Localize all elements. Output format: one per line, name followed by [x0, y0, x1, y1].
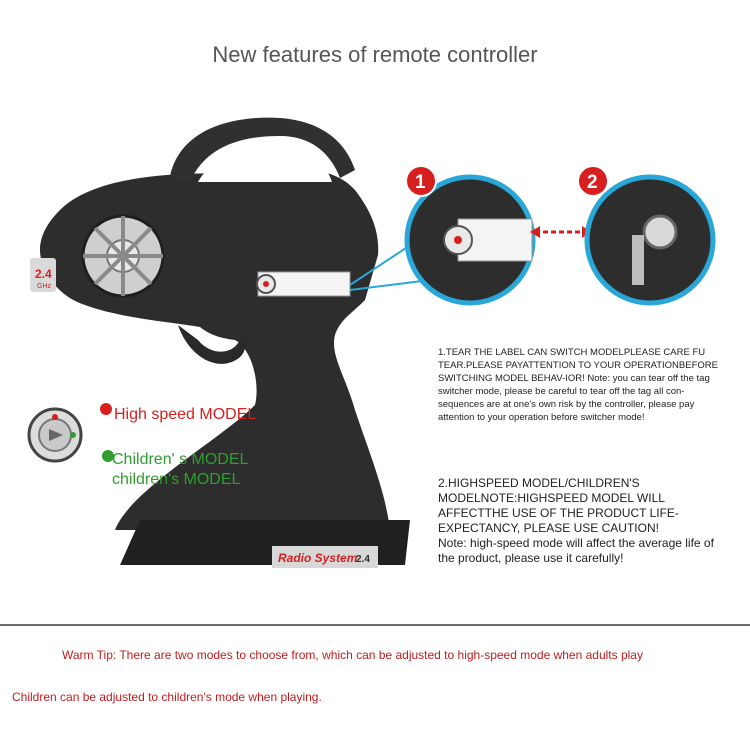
warm-tip-line-2: Children can be adjusted to children's mode when playing.	[12, 690, 322, 704]
note-tear-label: 1.TEAR THE LABEL CAN SWITCH MODELPLEASE CARE FU TEAR.PLEASE PAYATTENTION TO YOUR OPERATIONBEFORE SWITCHING MODEL BEHAV-IOR! Note: you can tear off the tag switcher mode, please be careful to tear off the tag all con-sequences are at one's own risk by the controller, please pay attention to your operation before switcher mode!	[438, 347, 718, 423]
mode-selector-icon	[29, 409, 81, 461]
children-model-line-1: Children' s MODEL	[112, 451, 249, 468]
children-model-line-2: children's MODEL	[112, 471, 241, 488]
note-highspeed-mode	[438, 476, 720, 566]
frequency-badge-sub: GHz	[37, 283, 51, 290]
svg-text:2: 2	[587, 172, 598, 193]
note-highspeed-body: Note: high-speed mode will affect the average life of the product, please use it carefully!	[438, 536, 714, 565]
note-highspeed-heading: 2.HIGHSPEED MODEL/CHILDREN'S MODELNOTE:HIGHSPEED MODEL WILL AFFECTTHE USE OF THE PRODUCT LIFE-EXPECTANCY, PLEASE USE CAUTION!	[438, 476, 679, 535]
frequency-badge-text: 2.4	[35, 267, 52, 281]
high-speed-dot	[100, 403, 112, 415]
warm-tip-line-1: Warm Tip: There are two modes to choose from, which can be adjusted to high-speed mode when adults play	[62, 648, 643, 662]
page-title: New features of remote controller	[212, 42, 538, 67]
svg-text:1: 1	[415, 172, 426, 193]
model-plate-text: Radio System	[278, 551, 358, 565]
high-speed-model-label: High speed MODEL	[114, 406, 257, 423]
children-model-label	[112, 450, 248, 490]
section-divider	[0, 624, 750, 626]
handle-opening	[198, 148, 332, 182]
model-plate-badge: 2.4	[356, 554, 370, 565]
